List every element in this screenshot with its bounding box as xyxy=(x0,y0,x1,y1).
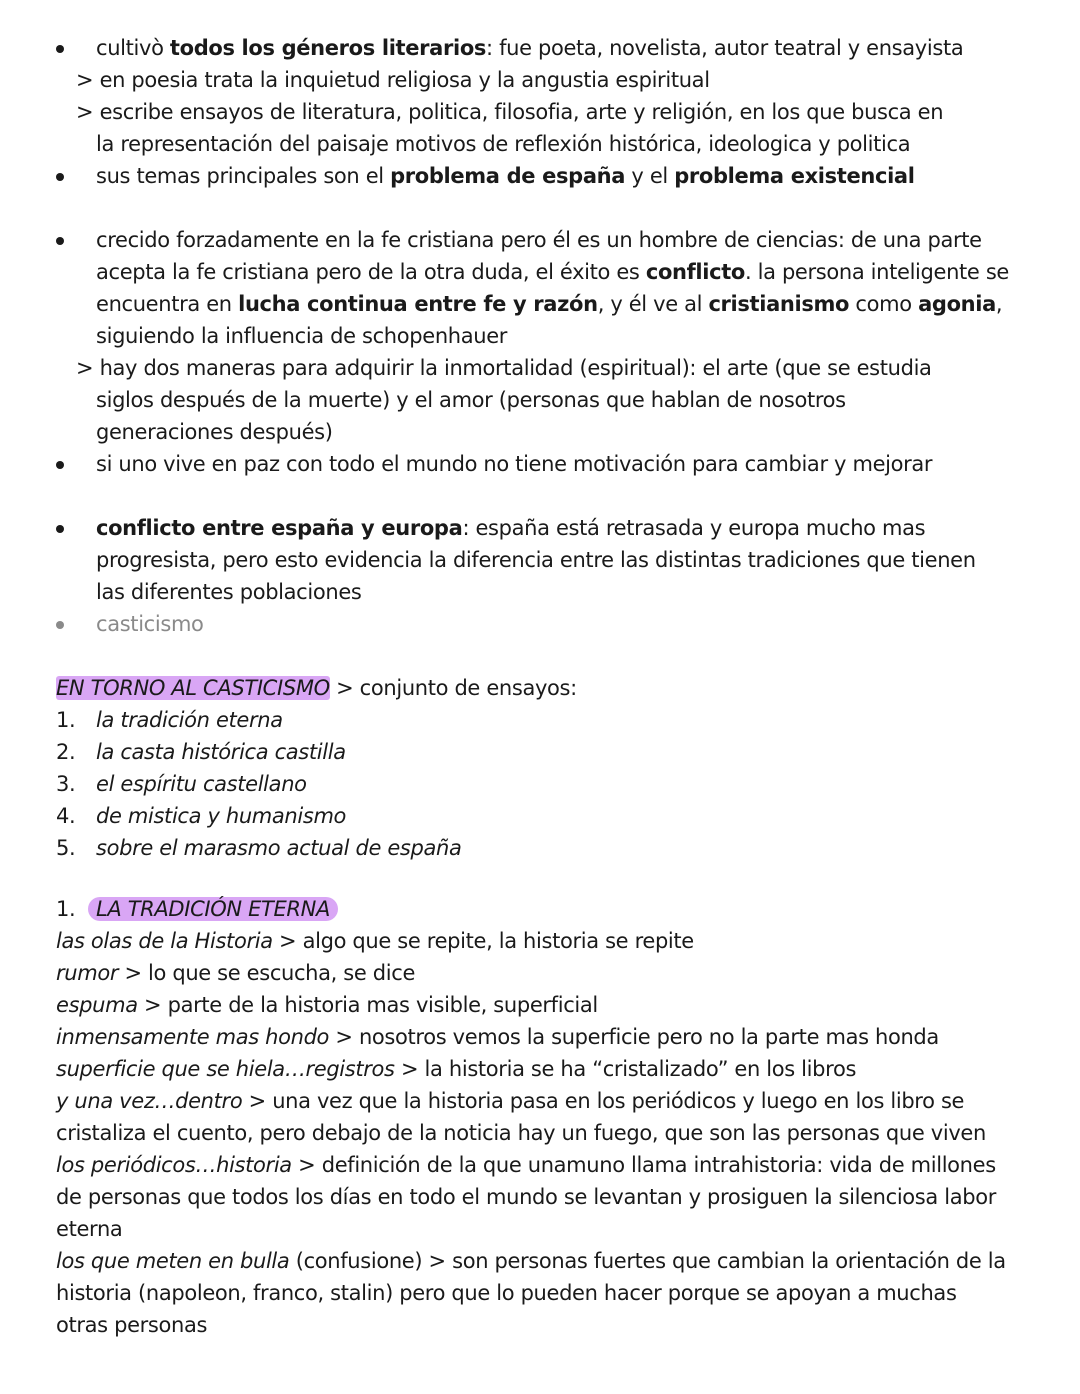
note: > definición de la que unamuno llama intrahistoria: vida de millones xyxy=(291,1153,996,1177)
quote: los que meten en bulla xyxy=(56,1249,290,1273)
note: > la historia se ha “cristalizado” en los libros xyxy=(394,1057,857,1081)
subpoint-immortality-cont: siglos después de la muerte) y el amor (personas que hablan de nosotros xyxy=(96,388,846,412)
list-item-text: la casta histórica castilla xyxy=(96,740,346,764)
text: y el xyxy=(625,164,675,188)
subpoint-immortality: > hay dos maneras para adquirir la inmortalidad (espiritual): el arte (que se estudia xyxy=(76,356,932,380)
note-line xyxy=(56,989,598,1021)
quote: las olas de la Historia xyxy=(56,929,273,953)
bullet-dot xyxy=(56,621,64,629)
bold-text: agonia xyxy=(918,292,996,316)
note: historia (napoleon, franco, stalin) pero que lo pueden hacer porque se apoyan a muchas xyxy=(56,1281,957,1305)
note-line xyxy=(56,925,694,957)
note-line xyxy=(56,1117,986,1149)
text: encuentra en xyxy=(96,292,239,316)
quote: los periódicos…historia xyxy=(56,1153,292,1177)
text: : españa está retrasada y europa mucho mas xyxy=(462,516,926,540)
note-line xyxy=(56,1277,957,1309)
bullet-peace: si uno vive en paz con todo el mundo no tiene motivación para cambiar y mejorar xyxy=(96,452,933,476)
list-number: 3. xyxy=(56,772,76,796)
list-item xyxy=(96,800,346,832)
bullet-dot xyxy=(56,461,64,469)
highlighted-title: EN TORNO AL CASTICISMO xyxy=(56,676,330,700)
list-item-text: sobre el marasmo actual de españa xyxy=(96,836,462,860)
note: > parte de la historia mas visible, superficial xyxy=(137,993,598,1017)
note: > lo que se escucha, se dice xyxy=(118,961,416,985)
note: de personas que todos los días en todo el mundo se levantan y prosiguen la silenciosa labor xyxy=(56,1185,997,1209)
bullet-dot xyxy=(56,173,64,181)
list-item xyxy=(96,704,283,736)
list-number: 4. xyxy=(56,804,76,828)
quote: y una vez…dentro xyxy=(56,1089,243,1113)
bold-text: todos los géneros literarios xyxy=(169,36,487,60)
list-item-text: la tradición eterna xyxy=(96,708,283,732)
subpoint-immortality-cont2: generaciones después) xyxy=(96,420,333,444)
quote: rumor xyxy=(56,961,119,985)
note: (confusione) > son personas fuertes que cambian la orientación de la xyxy=(289,1249,1006,1273)
bold-text: conflicto xyxy=(645,260,745,284)
note: otras personas xyxy=(56,1313,208,1337)
list-item-text: de mistica y humanismo xyxy=(96,804,347,828)
bullet-themes xyxy=(96,160,915,192)
bullet-faith-line2 xyxy=(96,256,1009,288)
list-item xyxy=(96,736,346,768)
note-line xyxy=(56,1085,964,1117)
note-line xyxy=(56,1245,1006,1277)
bullet-faith-line3 xyxy=(96,288,1002,320)
text: como xyxy=(849,292,919,316)
note-line xyxy=(56,1181,996,1213)
note-line xyxy=(56,1213,122,1245)
subpoint-poetry: > en poesia trata la inquietud religiosa y la angustia espiritual xyxy=(76,68,710,92)
bullet-dot xyxy=(56,45,64,53)
list-number: 1. xyxy=(56,708,76,732)
text: , y él ve al xyxy=(597,292,709,316)
text: : fue poeta, novelista, autor teatral y ensayista xyxy=(486,36,964,60)
note-line xyxy=(56,1021,939,1053)
bold-text: conflicto entre españa y europa xyxy=(96,516,463,540)
subpoint-essays: > escribe ensayos de literatura, politica, filosofia, arte y religión, en los que busca en xyxy=(76,100,944,124)
bold-text: lucha continua entre fe y razón xyxy=(238,292,598,316)
note: cristaliza el cuento, pero debajo de la noticia hay un fuego, que son las personas que viven xyxy=(56,1121,986,1145)
text: sus temas principales son el xyxy=(96,164,391,188)
bullet-dot xyxy=(56,237,64,245)
note: > nosotros vemos la superficie pero no la parte mas honda xyxy=(329,1025,939,1049)
note: > algo que se repite, la historia se repite xyxy=(272,929,694,953)
note: > una vez que la historia pasa en los periódicos y luego en los libro se xyxy=(242,1089,965,1113)
bullet-faith-line1: crecido forzadamente en la fe cristiana pero él es un hombre de ciencias: de una parte xyxy=(96,228,982,252)
quote: inmensamente mas hondo xyxy=(56,1025,330,1049)
bullet-europe-line1 xyxy=(96,512,925,544)
list-number: 5. xyxy=(56,836,76,860)
part-number: 1. xyxy=(56,897,76,921)
list-item xyxy=(96,832,461,864)
bold-text: cristianismo xyxy=(708,292,850,316)
note-line xyxy=(56,1309,207,1341)
note: eterna xyxy=(56,1217,123,1241)
section-heading xyxy=(56,672,577,704)
quote: superficie que se hiela…registros xyxy=(56,1057,395,1081)
bullet-europe-line2: progresista, pero esto evidencia la diferencia entre las distintas tradiciones que tienen xyxy=(96,548,976,572)
highlighted-title: LA TRADICIÓN ETERNA xyxy=(88,897,338,921)
list-number: 2. xyxy=(56,740,76,764)
note-line xyxy=(56,957,415,989)
note-line xyxy=(56,1149,996,1181)
bullet-europe-line3: las diferentes poblaciones xyxy=(96,580,362,604)
list-item-text: el espíritu castellano xyxy=(96,772,307,796)
quote: espuma xyxy=(56,993,138,1017)
bullet-casticismo: casticismo xyxy=(96,612,204,636)
bullet-faith-line4: siguiendo la influencia de schopenhauer xyxy=(96,324,508,348)
note-line xyxy=(56,1053,856,1085)
bold-text: problema existencial xyxy=(674,164,915,188)
text: . la persona inteligente se xyxy=(744,260,1009,284)
part-heading xyxy=(88,893,338,925)
text: > conjunto de ensayos: xyxy=(329,676,577,700)
list-item xyxy=(96,768,307,800)
bullet-genres xyxy=(96,32,963,64)
bullet-dot xyxy=(56,525,64,533)
text: , xyxy=(995,292,1003,316)
subpoint-essays-cont: la representación del paisaje motivos de reflexión histórica, ideologica y politica xyxy=(96,132,911,156)
text: acepta la fe cristiana pero de la otra duda, el éxito es xyxy=(96,260,646,284)
bold-text: problema de españa xyxy=(390,164,626,188)
text: cultivò xyxy=(96,36,170,60)
